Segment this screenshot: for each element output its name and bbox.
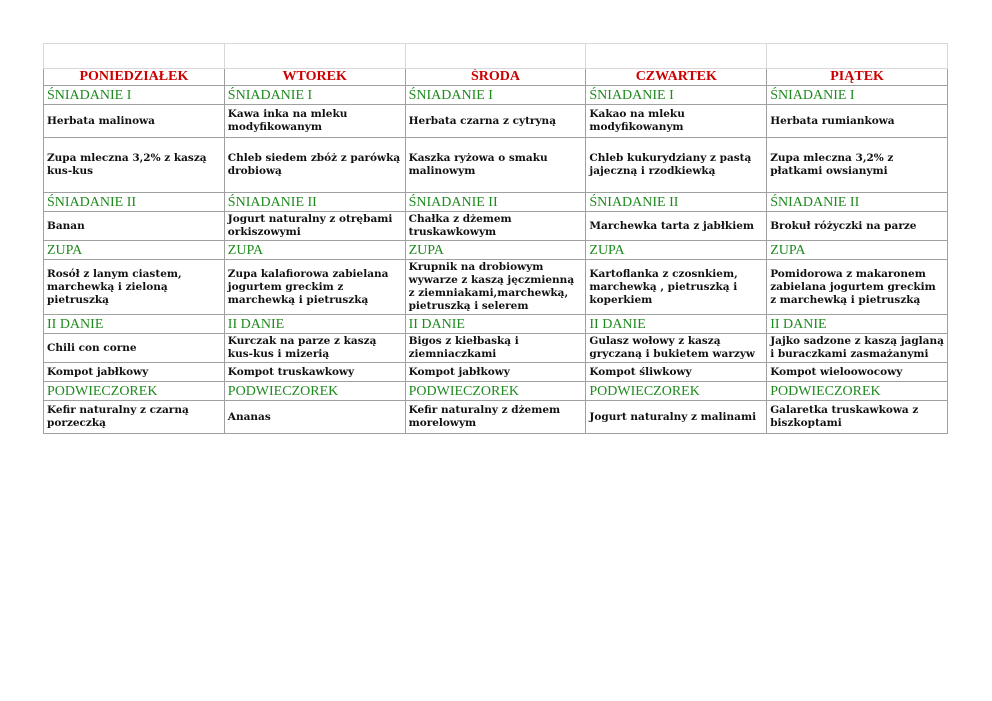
meal-label: II DANIE (586, 315, 767, 334)
menu-cell: Gulasz wołowy z kaszą gryczaną i bukietem warzyw (586, 334, 767, 363)
menu-cell: Kompot wieloowocowy (767, 363, 948, 382)
snack-food-row (44, 401, 948, 434)
meal-label: II DANIE (44, 315, 225, 334)
day-header-monday: PONIEDZIAŁEK (44, 69, 225, 86)
menu-cell: Kurczak na parze z kaszą kus-kus i mizerią (224, 334, 405, 363)
menu-cell: Kefir naturalny z dżemem morelowym (405, 401, 586, 434)
meal-label: ŚNIADANIE I (767, 86, 948, 105)
menu-cell: Kompot jabłkowy (44, 363, 225, 382)
meal-label: PODWIECZOREK (767, 382, 948, 401)
menu-cell: Jogurt naturalny z malinami (586, 401, 767, 434)
meal-header-breakfast2 (44, 193, 948, 212)
day-header-friday: PIĄTEK (767, 69, 948, 86)
menu-cell: Chleb siedem zbóż z parówką drobiową (224, 138, 405, 193)
menu-cell: Pomidorowa z makaronem zabielana jogurtem greckim z marchewką i pietruszką (767, 260, 948, 315)
breakfast1-drink-row (44, 105, 948, 138)
menu-cell: Kakao na mleku modyfikowanym (586, 105, 767, 138)
menu-cell: Kefir naturalny z czarną porzeczką (44, 401, 225, 434)
meal-label: ŚNIADANIE II (405, 193, 586, 212)
day-header-tuesday: WTOREK (224, 69, 405, 86)
meal-label: ŚNIADANIE I (586, 86, 767, 105)
meal-label: II DANIE (767, 315, 948, 334)
menu-cell: Banan (44, 212, 225, 241)
empty-cell (405, 44, 586, 69)
menu-cell: Chleb kukurydziany z pastą jajeczną i rzodkiewką (586, 138, 767, 193)
menu-cell: Krupnik na drobiowym wywarze z kaszą jęczmienną z ziemniakami,marchewką, pietruszką i selerem (405, 260, 586, 315)
menu-cell: Zupa mleczna 3,2% z kaszą kus-kus (44, 138, 225, 193)
meal-header-main (44, 315, 948, 334)
meal-label: II DANIE (224, 315, 405, 334)
meal-label: PODWIECZOREK (586, 382, 767, 401)
empty-cell (224, 44, 405, 69)
menu-cell: Marchewka tarta z jabłkiem (586, 212, 767, 241)
weekly-menu-table (43, 43, 948, 434)
empty-cell (44, 44, 225, 69)
menu-cell: Zupa mleczna 3,2% z płatkami owsianymi (767, 138, 948, 193)
meal-label: ZUPA (586, 241, 767, 260)
meal-label: PODWIECZOREK (224, 382, 405, 401)
soup-food-row (44, 260, 948, 315)
meal-label: ZUPA (44, 241, 225, 260)
meal-label: PODWIECZOREK (405, 382, 586, 401)
menu-cell: Kompot jabłkowy (405, 363, 586, 382)
meal-label: ŚNIADANIE II (586, 193, 767, 212)
meal-header-soup (44, 241, 948, 260)
menu-cell: Chili con corne (44, 334, 225, 363)
meal-label: ZUPA (767, 241, 948, 260)
main-drink-row (44, 363, 948, 382)
menu-cell: Jajko sadzone z kaszą jaglaną i buraczkami zasmażanymi (767, 334, 948, 363)
menu-cell: Brokuł różyczki na parze (767, 212, 948, 241)
meal-label: ŚNIADANIE II (224, 193, 405, 212)
menu-cell: Kartoflanka z czosnkiem, marchewką , pietruszką i koperkiem (586, 260, 767, 315)
day-header-thursday: CZWARTEK (586, 69, 767, 86)
main-food-row (44, 334, 948, 363)
menu-cell: Kawa inka na mleku modyfikowanym (224, 105, 405, 138)
menu-cell: Bigos z kiełbaską i ziemniaczkami (405, 334, 586, 363)
menu-cell: Jogurt naturalny z otrębami orkiszowymi (224, 212, 405, 241)
empty-row (44, 44, 948, 69)
meal-header-breakfast1 (44, 86, 948, 105)
empty-cell (586, 44, 767, 69)
breakfast1-food-row (44, 138, 948, 193)
menu-cell: Herbata malinowa (44, 105, 225, 138)
meal-label: PODWIECZOREK (44, 382, 225, 401)
meal-header-snack (44, 382, 948, 401)
menu-cell: Galaretka truskawkowa z biszkoptami (767, 401, 948, 434)
menu-cell: Chałka z dżemem truskawkowym (405, 212, 586, 241)
meal-label: ŚNIADANIE I (405, 86, 586, 105)
meal-label: ZUPA (405, 241, 586, 260)
menu-cell: Zupa kalafiorowa zabielana jogurtem greckim z marchewką i pietruszką (224, 260, 405, 315)
menu-cell: Ananas (224, 401, 405, 434)
menu-cell: Herbata rumiankowa (767, 105, 948, 138)
menu-cell: Kompot truskawkowy (224, 363, 405, 382)
empty-cell (767, 44, 948, 69)
menu-cell: Rosół z lanym ciastem, marchewką i zieloną pietruszką (44, 260, 225, 315)
menu-cell: Kaszka ryżowa o smaku malinowym (405, 138, 586, 193)
meal-label: ŚNIADANIE II (767, 193, 948, 212)
meal-label: ŚNIADANIE II (44, 193, 225, 212)
breakfast2-food-row (44, 212, 948, 241)
meal-label: ŚNIADANIE I (44, 86, 225, 105)
day-header-row (44, 69, 948, 86)
meal-label: ZUPA (224, 241, 405, 260)
day-header-wednesday: ŚRODA (405, 69, 586, 86)
menu-cell: Herbata czarna z cytryną (405, 105, 586, 138)
meal-label: II DANIE (405, 315, 586, 334)
meal-label: ŚNIADANIE I (224, 86, 405, 105)
menu-cell: Kompot śliwkowy (586, 363, 767, 382)
